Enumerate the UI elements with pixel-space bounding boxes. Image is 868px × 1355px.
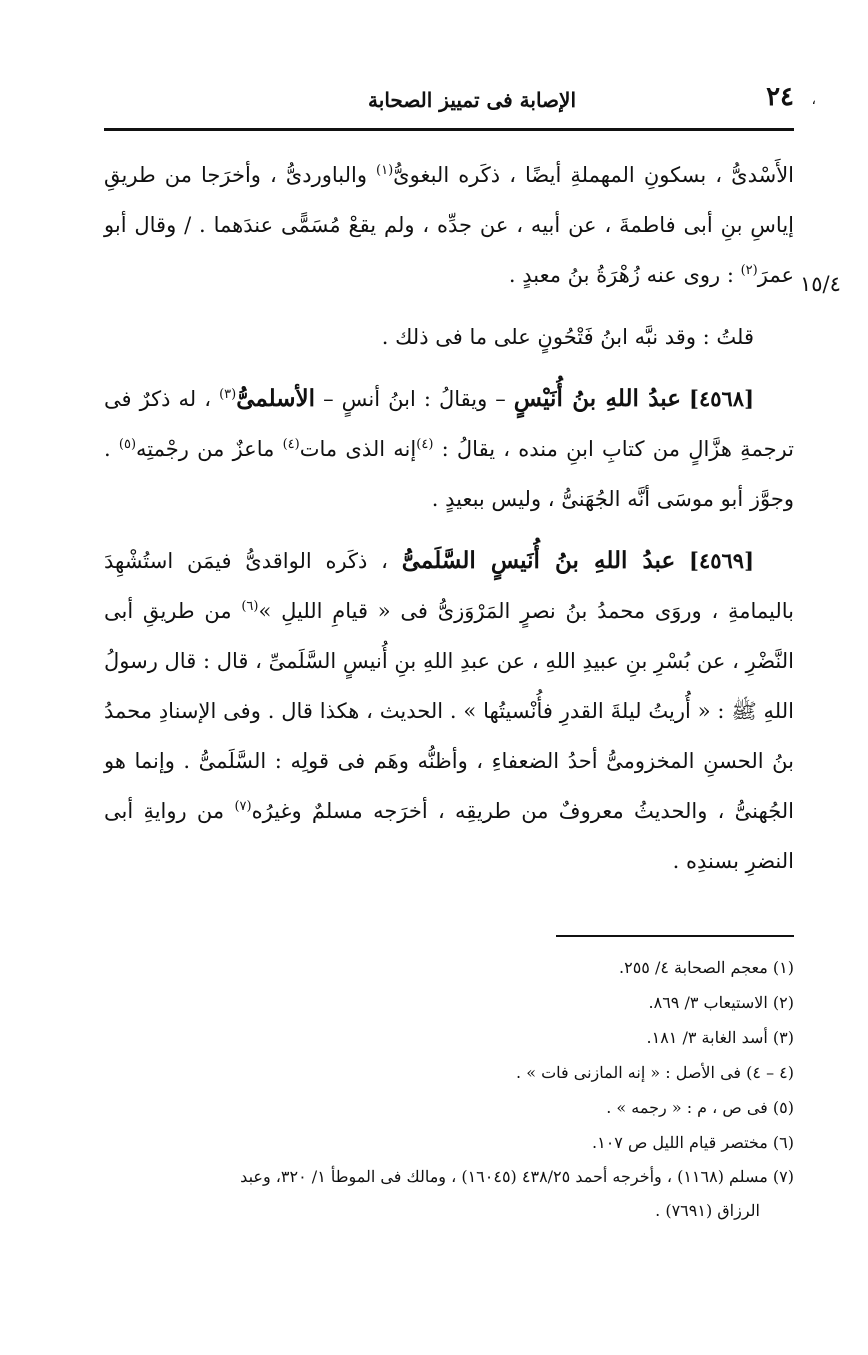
entry-4568 (104, 374, 794, 524)
footnote: (١) معجم الصحابة ٤/ ٢٥٥. (619, 958, 794, 977)
entry-number: [٤٥٦٨] (689, 386, 754, 411)
text-run: ماعزٌ من رجْمتِه (136, 437, 283, 461)
footnote: (٥) فى ص ، م : « رجمه » . (606, 1098, 794, 1117)
footnote-ref: (٢) (740, 263, 758, 278)
margin-page-reference: ١٥/٤ (800, 272, 841, 296)
footnote: (٢) الاستيعاب ٣/ ٨٦٩. (648, 993, 794, 1012)
text-run: إنه الذى مات (299, 437, 417, 461)
footnotes (104, 950, 794, 1228)
running-title: الإصابة فى تمييز الصحابة (368, 88, 576, 112)
header-rule (104, 128, 794, 131)
footnote-separator (556, 935, 794, 937)
page-number: ٢٤ (766, 82, 794, 112)
header-mark: ، (811, 92, 816, 108)
footnote: (٧) مسلم (١١٦٨) ، وأخرجه أحمد ٤٣٨/٢٥ (١٦٠٤٥) ، ومالك فى الموطأ ١/ ٣٢٠، وعبد (240, 1167, 794, 1186)
text-run: والباوردىُّ ، وأخرَجا من طريقِ إياسِ بنِ أبى فاطمةَ ، عن أبيه ، عن جدِّه ، ولم يقعْ مُسَمًّى عندَهما . / وقال أبو عمرَ (104, 163, 794, 287)
text-run: من روايةِ أبى النضرِ بسندِه . (104, 799, 794, 873)
paragraph-continuation (104, 150, 794, 300)
text-run: الأَسْدىُّ ، بسكونِ المهملةِ أيضًا ، ذكَره البغوىُّ (393, 163, 795, 187)
entry-name: عبدُ اللهِ بنُ أُنَيْسٍ (513, 385, 681, 412)
entry-4569 (104, 536, 794, 886)
footnote-ref: (٥) (118, 437, 137, 452)
comment-paragraph: قلتُ : وقد نبَّه ابنُ فَتْحُونٍ على ما فى ذلك . (381, 325, 754, 349)
text-run: . وجوَّز أبو موسَى أنَّه الجُهَنىُّ ، وليس ببعيدٍ . (104, 437, 794, 511)
text-run: : روى عنه زُهْرَةُ بنُ معبدٍ . (508, 263, 741, 287)
running-header (104, 80, 816, 120)
footnote-ref: (٤) (416, 437, 434, 452)
footnote-ref: (٧) (234, 799, 252, 814)
text-run: ، له ذكرٌ فى ترجمةِ هزَّالٍ من كتابِ ابنِ منده ، يقالُ : (104, 387, 794, 461)
text-run: من طريقِ أبى النَّضْرِ ، عن بُسْرِ بنِ عبيدِ اللهِ ، عن عبدِ اللهِ بنِ أُنيسٍ السَّلَمىِّ ، قال : قال رسولُ اللهِ ﷺ : « أُريتُ ليلةَ القدرِ فأُنْسيتُها » . الحديث ، هكذا قال . وفى الإسنادِ محمدُ بنُ الحسنِ المخزومىُّ أحدُ الضعفاءِ ، وأظنُّه وهَم فى قولِه : السَّلَمىُّ . وإنما هو الجُهنىُّ ، والحديثُ معروفٌ من طريقِه ، أخرَجه مسلمٌ وغيرُه (104, 599, 794, 823)
text-run: – ويقالُ : ابنُ أنسٍ – (315, 387, 514, 411)
entry-nisba: الأسلمىُّ (236, 385, 316, 412)
footnote: (٣) أسد الغابة ٣/ ١٨١. (646, 1028, 794, 1047)
main-text (104, 150, 794, 886)
entry-name: عبدُ اللهِ بنُ أُنَيسٍ السَّلَمىُّ (401, 547, 676, 574)
text-run: ، ذكَره الواقدىُّ فيمَن استُشْهِدَ باليمامةِ ، وروَى محمدُ بنُ نصرٍ المَرْوَزىُّ فى « قيامِ الليلِ » (104, 549, 794, 623)
footnote: (٤ – ٤) فى الأصل : « إنه المازنى فات » . (516, 1063, 794, 1082)
footnote-continuation: الرزاق (٧٦٩١) . (655, 1201, 760, 1220)
footnote-ref: (٣) (219, 387, 237, 402)
footnote-ref: (١) (376, 163, 394, 178)
footnote-ref: (٤) (282, 437, 300, 452)
footnote: (٦) مختصر قيام الليل ص ١٠٧. (592, 1133, 794, 1152)
footnote-ref: (٦) (241, 599, 259, 614)
entry-number: [٤٥٦٩] (689, 548, 754, 573)
